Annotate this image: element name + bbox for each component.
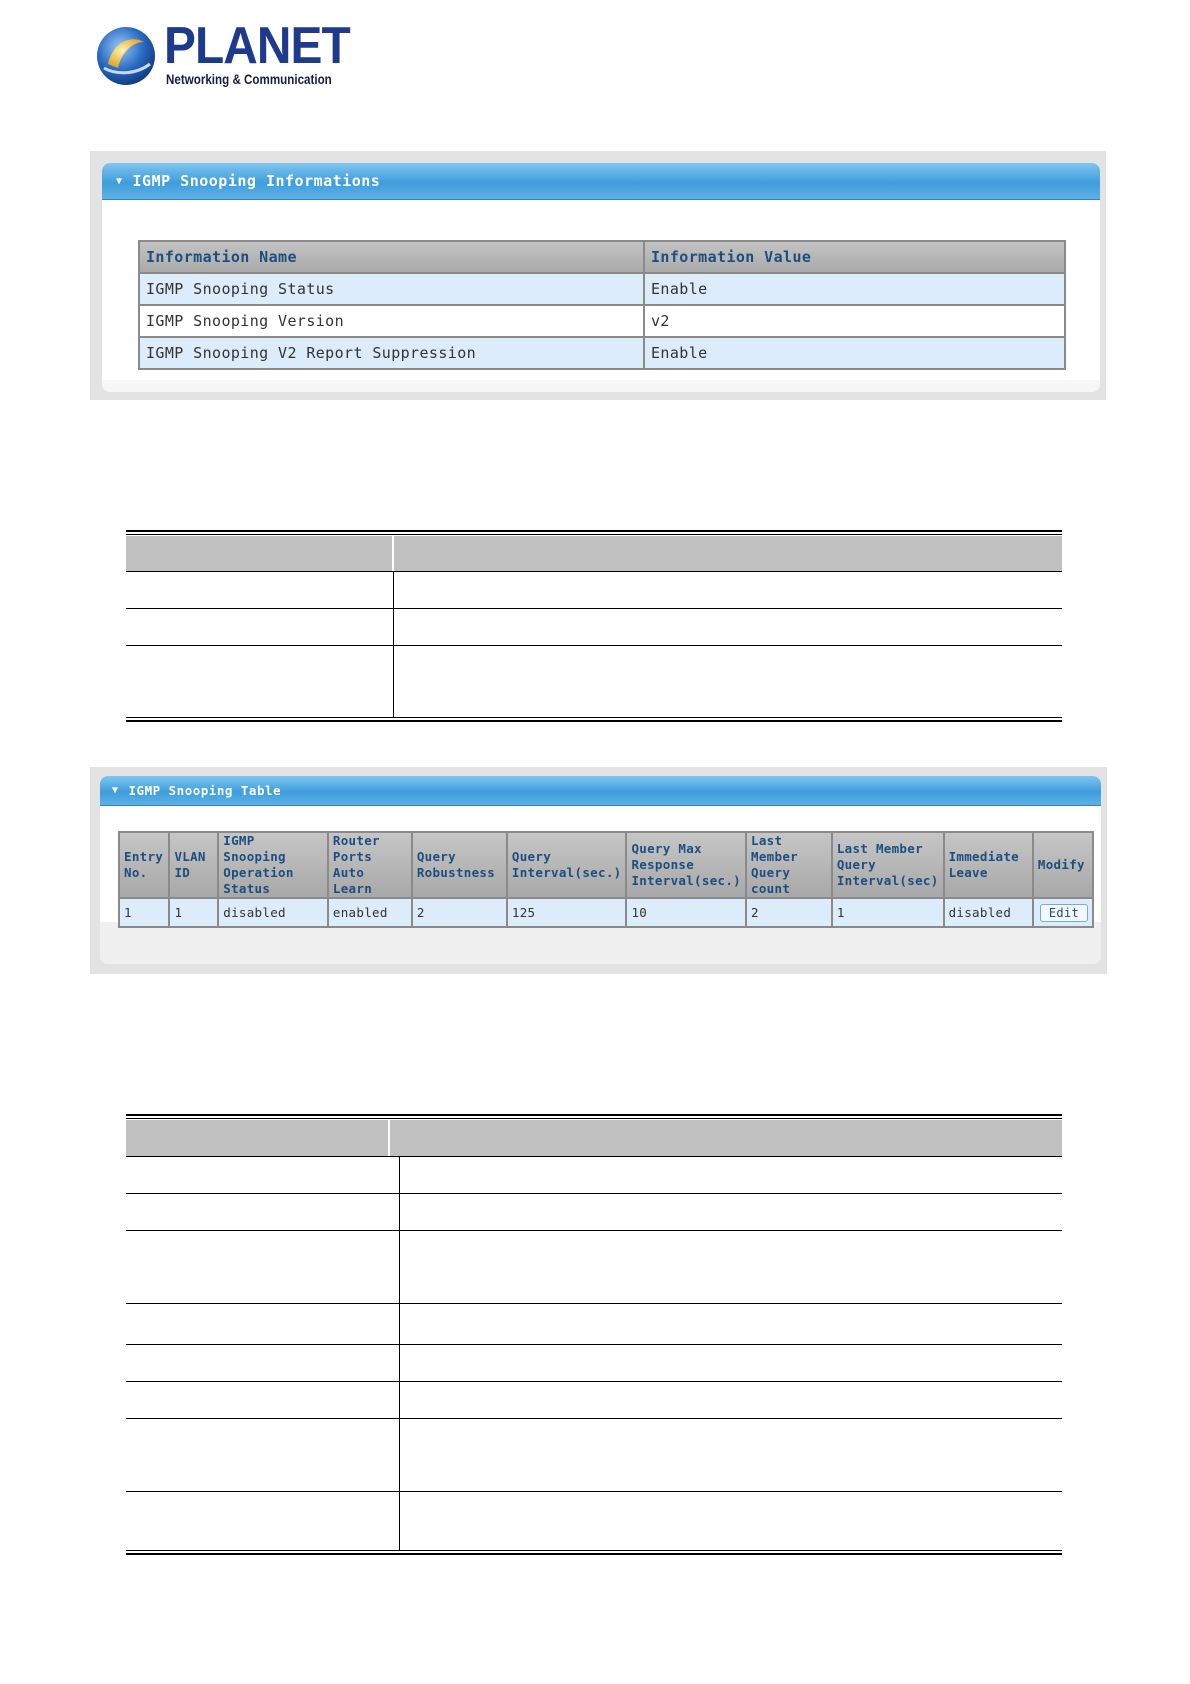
column-header: Last Member Query count: [746, 832, 832, 898]
column-header: VLAN ID: [169, 832, 218, 898]
table-rule: [126, 717, 1062, 718]
collapse-arrow-icon[interactable]: ▼: [116, 176, 123, 187]
snoop-table-header: [119, 832, 1093, 898]
planet-logo: [94, 17, 354, 92]
immediate-leave-cell: disabled: [944, 898, 1033, 927]
column-header: Modify: [1033, 832, 1093, 898]
column-header: Information Name: [139, 241, 644, 273]
column-header: Immediate Leave: [944, 832, 1033, 898]
info-panel: [102, 163, 1100, 392]
row-divider: [126, 1344, 1062, 1345]
row-divider: [126, 1491, 1062, 1492]
column-header: IGMP Snooping Operation Status: [218, 832, 328, 898]
row-divider: [126, 645, 1062, 646]
info-value: Enable: [644, 273, 1065, 305]
info-name: IGMP Snooping Version: [139, 305, 644, 337]
table-rule: [126, 530, 1062, 532]
row-divider: [126, 608, 1062, 609]
table-header-band: [126, 536, 1062, 571]
table-rule: [126, 1553, 1062, 1555]
header-divider: [388, 1120, 390, 1156]
column-header: Router Ports Auto Learn: [328, 832, 412, 898]
row-divider: [126, 1303, 1062, 1304]
brand-name: PLANET: [164, 17, 350, 75]
column-header: Query Interval(sec.): [507, 832, 627, 898]
edit-button[interactable]: Edit: [1040, 904, 1088, 922]
entry-no-cell: 1: [119, 898, 169, 927]
table-row: [139, 273, 1065, 305]
info-value: v2: [644, 305, 1065, 337]
table-row: [139, 337, 1065, 369]
table-header-band: [126, 1120, 1062, 1156]
snoop-panel-title: IGMP Snooping Table: [128, 783, 282, 798]
last-member-query-interval-cell: 1: [832, 898, 944, 927]
header-divider: [392, 536, 394, 571]
description-table-2: [126, 1114, 1062, 1560]
table-row: [139, 305, 1065, 337]
row-divider: [126, 1230, 1062, 1231]
row-divider: [126, 571, 1062, 572]
info-table-header: [139, 241, 1065, 273]
row-divider: [126, 1381, 1062, 1382]
row-divider: [126, 1156, 1062, 1157]
info-value: Enable: [644, 337, 1065, 369]
snoop-panel: [100, 776, 1101, 964]
snoop-panel-footer: [100, 922, 1101, 964]
description-table-1: [126, 530, 1062, 726]
modify-cell: [1033, 898, 1093, 927]
query-robustness-cell: 2: [412, 898, 507, 927]
snoop-panel-frame: [90, 767, 1107, 974]
query-interval-cell: 125: [507, 898, 627, 927]
info-name: IGMP Snooping Status: [139, 273, 644, 305]
column-divider: [393, 571, 394, 717]
info-name: IGMP Snooping V2 Report Suppression: [139, 337, 644, 369]
column-header: Information Value: [644, 241, 1065, 273]
column-header: Query Robustness: [412, 832, 507, 898]
column-header: Last Member Query Interval(sec): [832, 832, 944, 898]
table-rule: [126, 534, 1062, 535]
table-row: [119, 898, 1093, 927]
column-header: Entry No.: [119, 832, 169, 898]
info-panel-frame: [90, 151, 1106, 400]
row-divider: [126, 1193, 1062, 1194]
row-divider: [126, 1418, 1062, 1419]
table-rule: [126, 1550, 1062, 1551]
column-divider: [399, 1156, 400, 1550]
vlan-id-cell: 1: [169, 898, 218, 927]
table-rule: [126, 720, 1062, 722]
info-table: [138, 240, 1066, 370]
column-header: Query Max Response Interval(sec.): [626, 832, 746, 898]
table-rule: [126, 1114, 1062, 1116]
query-max-response-cell: 10: [626, 898, 746, 927]
globe-icon: [94, 24, 158, 88]
info-panel-header[interactable]: [102, 163, 1100, 200]
router-ports-auto-learn-cell: enabled: [328, 898, 412, 927]
operation-status-cell: disabled: [218, 898, 328, 927]
info-panel-title: IGMP Snooping Informations: [132, 172, 381, 190]
brand-tagline: Networking & Communication: [166, 72, 332, 87]
collapse-arrow-icon[interactable]: ▼: [112, 785, 119, 796]
last-member-query-count-cell: 2: [746, 898, 832, 927]
table-rule: [126, 1118, 1062, 1119]
snoop-panel-header[interactable]: [100, 776, 1101, 806]
snoop-table: [118, 831, 1094, 928]
